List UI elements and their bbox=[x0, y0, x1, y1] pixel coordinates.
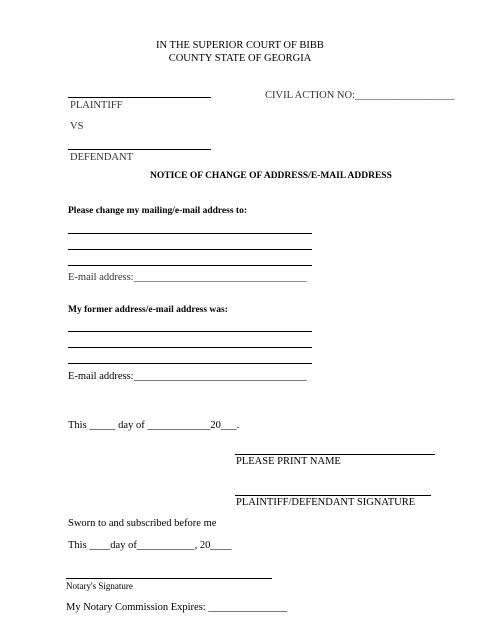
former-address-line-2[interactable] bbox=[68, 347, 312, 348]
defendant-label: DEFENDANT bbox=[70, 152, 133, 163]
notary-commission-expires[interactable]: My Notary Commission Expires: _______________ bbox=[66, 602, 288, 613]
signature-label: PLAINTIFF/DEFENDANT SIGNATURE bbox=[236, 497, 416, 508]
court-name-line-2: COUNTY STATE OF GEORGIA bbox=[168, 53, 312, 64]
new-address-line-3[interactable] bbox=[68, 265, 312, 266]
plaintiff-line bbox=[68, 97, 211, 98]
new-address-line-1[interactable] bbox=[68, 233, 312, 234]
plaintiff-label: PLAINTIFF bbox=[70, 100, 123, 111]
former-email-field[interactable]: E-mail address:_________________________________ bbox=[68, 371, 307, 382]
defendant-line bbox=[68, 149, 211, 150]
sworn-statement: Sworn to and subscribed before me bbox=[68, 518, 217, 529]
new-address-heading: Please change my mailing/e-mail address to: bbox=[68, 206, 247, 216]
notary-signature-line[interactable] bbox=[66, 578, 272, 579]
former-address-heading: My former address/e-mail address was: bbox=[68, 305, 228, 315]
new-address-line-2[interactable] bbox=[68, 249, 312, 250]
new-email-field[interactable]: E-mail address:_________________________________ bbox=[68, 272, 307, 283]
versus-label: VS bbox=[70, 121, 84, 132]
date-line[interactable]: This _____ day of ____________20___. bbox=[68, 420, 240, 431]
former-address-line-1[interactable] bbox=[68, 331, 312, 332]
former-address-line-3[interactable] bbox=[68, 363, 312, 364]
signature-line[interactable] bbox=[235, 495, 431, 496]
court-name-line-1: IN THE SUPERIOR COURT OF BIBB bbox=[156, 40, 324, 51]
print-name-line[interactable] bbox=[235, 454, 435, 455]
notary-signature-label: Notary's Signature bbox=[66, 581, 133, 591]
print-name-label: PLEASE PRINT NAME bbox=[236, 456, 341, 467]
civil-action-number: CIVIL ACTION NO:___________________ bbox=[265, 90, 455, 101]
form-title: NOTICE OF CHANGE OF ADDRESS/E-MAIL ADDRESS bbox=[150, 171, 392, 181]
notary-date-line[interactable]: This ____day of___________, 20____ bbox=[68, 540, 232, 551]
